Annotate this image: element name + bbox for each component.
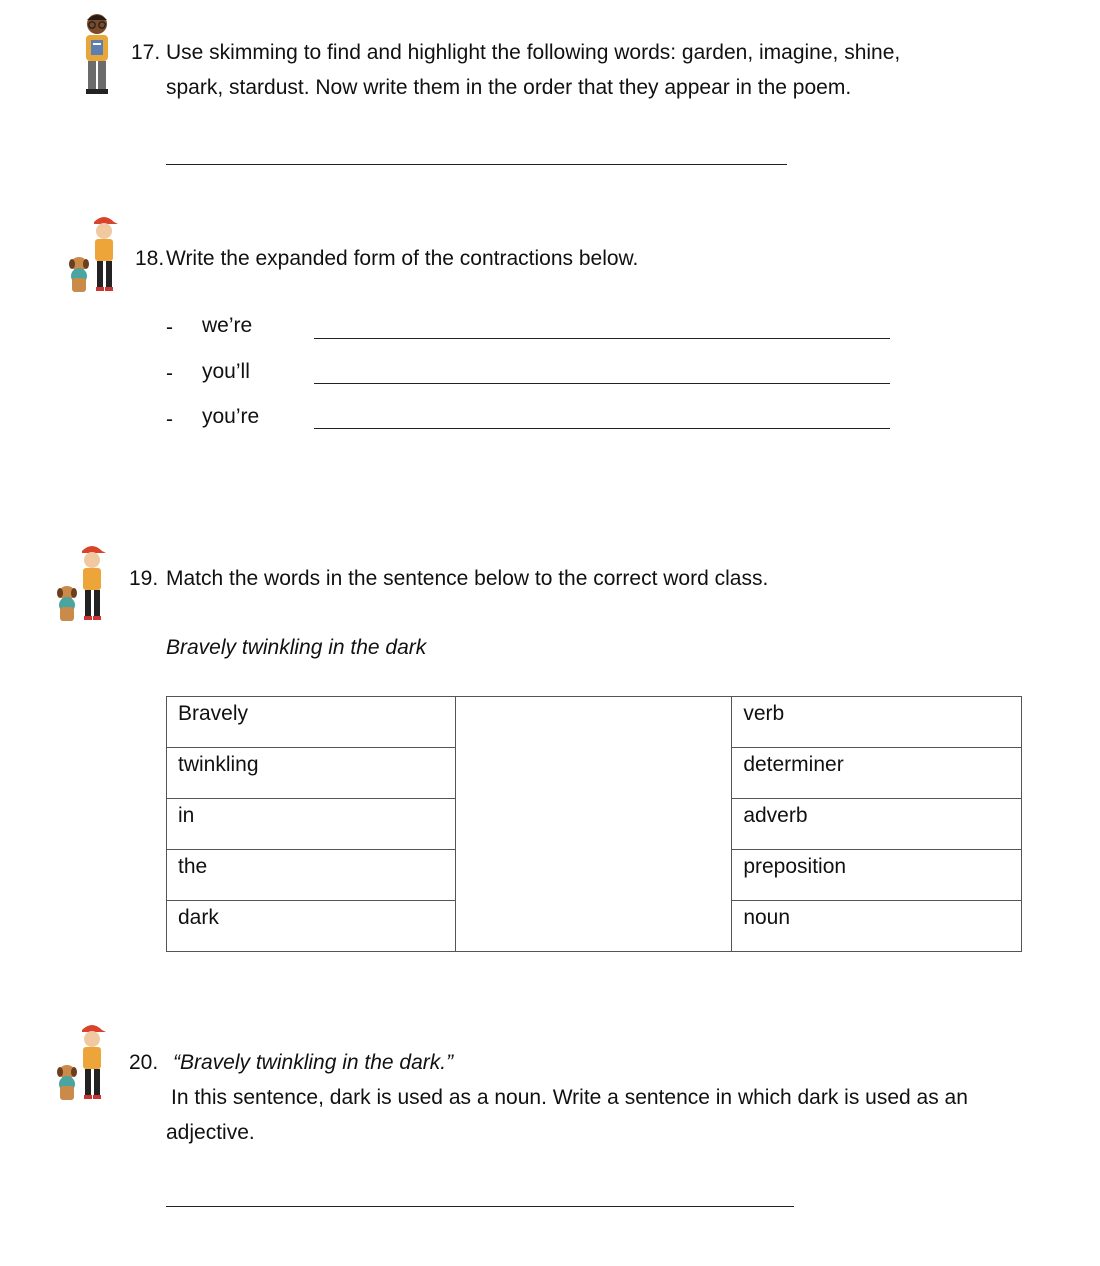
q19-prompt: Match the words in the sentence below to the correct word class.	[166, 567, 769, 590]
q18-number: 18.	[135, 247, 165, 270]
q20-quote: “Bravely twinkling in the dark.”	[173, 1051, 454, 1074]
q17-text-line2: spark, stardust. Now write them in the order that they appear in the poem.	[166, 76, 852, 99]
q18-bullet-3: -	[166, 408, 173, 431]
boy-with-glasses-reading-icon	[78, 10, 116, 102]
q18-answer-line-1[interactable]	[314, 338, 890, 339]
q20-text-line1: In this sentence, dark is used as a noun. Write a sentence in which dark is used as an	[171, 1086, 968, 1109]
class-cell[interactable]: determiner	[732, 748, 1022, 799]
q20-number: 20.	[129, 1051, 159, 1074]
class-cell[interactable]: adverb	[732, 799, 1022, 850]
table-row	[167, 697, 1022, 748]
class-cell[interactable]: verb	[732, 697, 1022, 748]
q20-text-line2: adjective.	[166, 1121, 255, 1144]
word-cell[interactable]: twinkling	[167, 748, 456, 799]
boy-with-dog-icon	[54, 541, 108, 625]
q18-bullet-2: -	[166, 362, 173, 385]
q19-number: 19.	[129, 567, 159, 590]
q18-bullet-1: -	[166, 316, 173, 339]
q17-answer-line[interactable]	[166, 164, 787, 165]
word-cell[interactable]: dark	[167, 901, 456, 952]
q18-prompt: Write the expanded form of the contractions below.	[166, 247, 639, 270]
q19-sentence: Bravely twinkling in the dark	[166, 636, 427, 659]
q18-answer-line-3[interactable]	[314, 428, 890, 429]
q18-contraction-1: we’re	[202, 314, 253, 337]
word-class-matching-table	[166, 696, 1022, 952]
q18-contraction-2: you’ll	[202, 360, 250, 383]
boy-with-dog-icon	[66, 212, 120, 296]
matching-gap	[455, 697, 732, 952]
q17-number: 17.	[131, 41, 161, 64]
class-cell[interactable]: noun	[732, 901, 1022, 952]
q17-text-line1: Use skimming to find and highlight the following words: garden, imagine, shine,	[166, 41, 901, 64]
boy-with-dog-icon	[54, 1020, 108, 1104]
word-cell[interactable]: Bravely	[167, 697, 456, 748]
word-cell[interactable]: the	[167, 850, 456, 901]
q18-contraction-3: you’re	[202, 405, 260, 428]
word-cell[interactable]: in	[167, 799, 456, 850]
q20-answer-line[interactable]	[166, 1206, 794, 1207]
q18-answer-line-2[interactable]	[314, 383, 890, 384]
class-cell[interactable]: preposition	[732, 850, 1022, 901]
